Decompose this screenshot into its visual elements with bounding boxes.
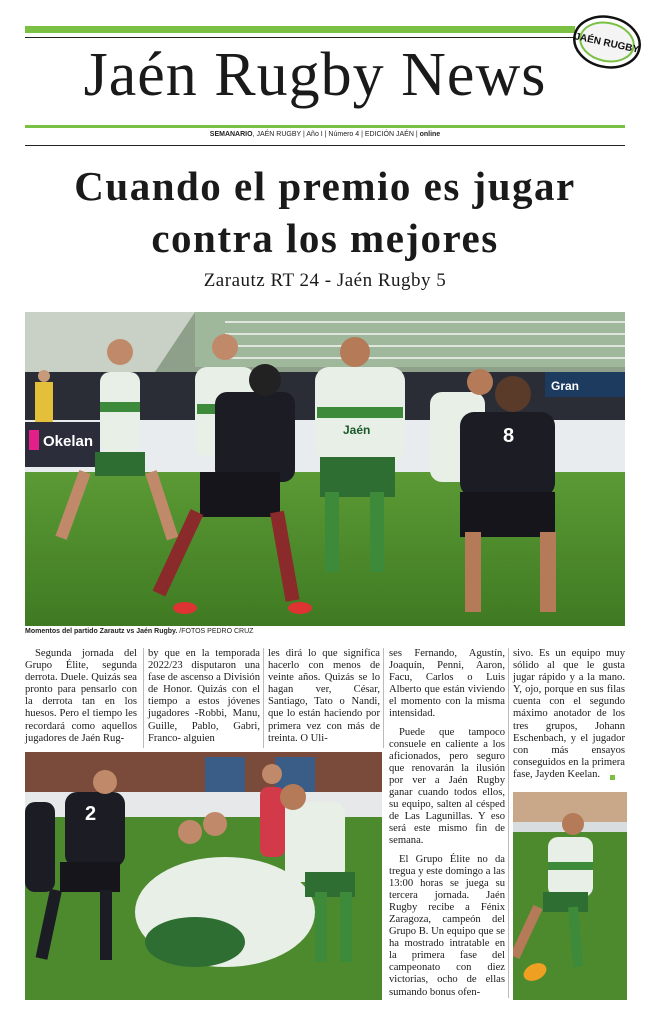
paragraph: les dirá lo que significa hacerlo con menos de veinte años. Quizás se lo hagan ver, César, Santiago, Tato o Nandi, que lo están haciendo por primera vez con más de treinta. O Uli-	[268, 648, 380, 744]
text-column-2	[148, 648, 260, 745]
top-rule-green	[25, 26, 575, 33]
dateline	[25, 131, 625, 138]
paragraph: ses Fernando, Agustín, Joaquín, Penni, Aaron, Facu, Carlos o Luis Alberto que están viviendo el momento con la misma intensidad.	[389, 648, 505, 720]
end-mark	[610, 775, 615, 780]
photo-caption-title: Momentos del partido Zarautz vs Jaén Rugby.	[25, 628, 178, 635]
column-divider	[143, 648, 144, 748]
column-divider	[263, 648, 264, 748]
text-column-4	[389, 648, 505, 999]
dateline-online: online	[419, 131, 441, 138]
mid-rule-green	[25, 125, 625, 128]
column-divider	[508, 648, 509, 998]
headline-line-1: Cuando el premio es jugar	[74, 163, 576, 209]
article-subheadline: Zarautz RT 24 - Jaén Rugby 5	[203, 270, 447, 291]
sponsor-board-text: Okelan	[43, 433, 94, 450]
paragraph: Segunda jornada del Grupo Élite, segunda derrota. Duele. Quizás sea pronto para pensarlo con la derrota tan en los huesos. Pero el tiempo les recordará como aquellos jugadores de Jaén Rug-	[25, 648, 137, 744]
stand-banner-text: Gran	[551, 379, 580, 393]
main-match-photo	[25, 312, 625, 626]
photo-caption	[25, 628, 625, 635]
jersey-sponsor-text: Jaén	[343, 423, 371, 437]
top-rule-thin	[25, 37, 575, 38]
text-column-1	[25, 648, 137, 745]
column-divider	[383, 648, 384, 748]
paragraph: Puede que tampoco consuele en caliente a los aficionados, pero seguro que renovarán la ilusión por ver a Jaén Rugby ganar cuando todos ellos, su equipo, salten al césped de Las Lagunillas. Y eso será este mismo fin de semana.	[389, 726, 505, 847]
dateline-rule	[25, 145, 625, 146]
photo-caption-credit: /FOTOS PEDRO CRUZ	[177, 628, 254, 635]
article-headline	[25, 160, 625, 264]
dateline-label: SEMANARIO	[209, 131, 253, 138]
dateline-details: , JAÉN RUGBY | Año I | Número 4 | EDICIÓN JAÉN |	[252, 131, 420, 138]
club-badge	[572, 14, 642, 70]
paragraph: sivo. Es un equipo muy sólido al que le gusta jugar rápido y a la mano. Y, ojo, porque en sus filas cuenta con el segundo máximo anotador de los tres grupos, Johann Eschenbach, y el jugador con más ensayos conseguidos en la primera fase, Jayden Keelan.	[513, 648, 625, 780]
text-column-5	[513, 648, 625, 781]
jersey-number-2: 2	[85, 803, 97, 825]
kicker-photo	[513, 792, 627, 1000]
jersey-number-8: 8	[503, 425, 515, 447]
headline-line-2: contra los mejores	[151, 215, 499, 261]
masthead-title: Jaén Rugby News	[83, 41, 547, 109]
paragraph: by que en la temporada 2022/23 disputaron una fase de ascenso a División de Honor. Quizás con el tiempo a estos jóvenes jugadores -Robbi, Manu, Guille, Pablo, Gabri, Franco- alguien	[148, 648, 260, 744]
second-match-photo	[25, 752, 382, 1000]
text-column-3	[268, 648, 380, 745]
paragraph: El Grupo Élite no da tregua y este domingo a las 13:00 horas se juega su tercera jornada. Jaén Rugby recibe a Fénix Zaragoza, campeón del Grupo B. Un equipo que se ha mostrado intratable en la primera fase del campeonato con diez victorias, ocho de ellas sumando bonus ofen-	[389, 853, 505, 998]
badge-text: JAÉN RUGBY	[573, 31, 640, 56]
